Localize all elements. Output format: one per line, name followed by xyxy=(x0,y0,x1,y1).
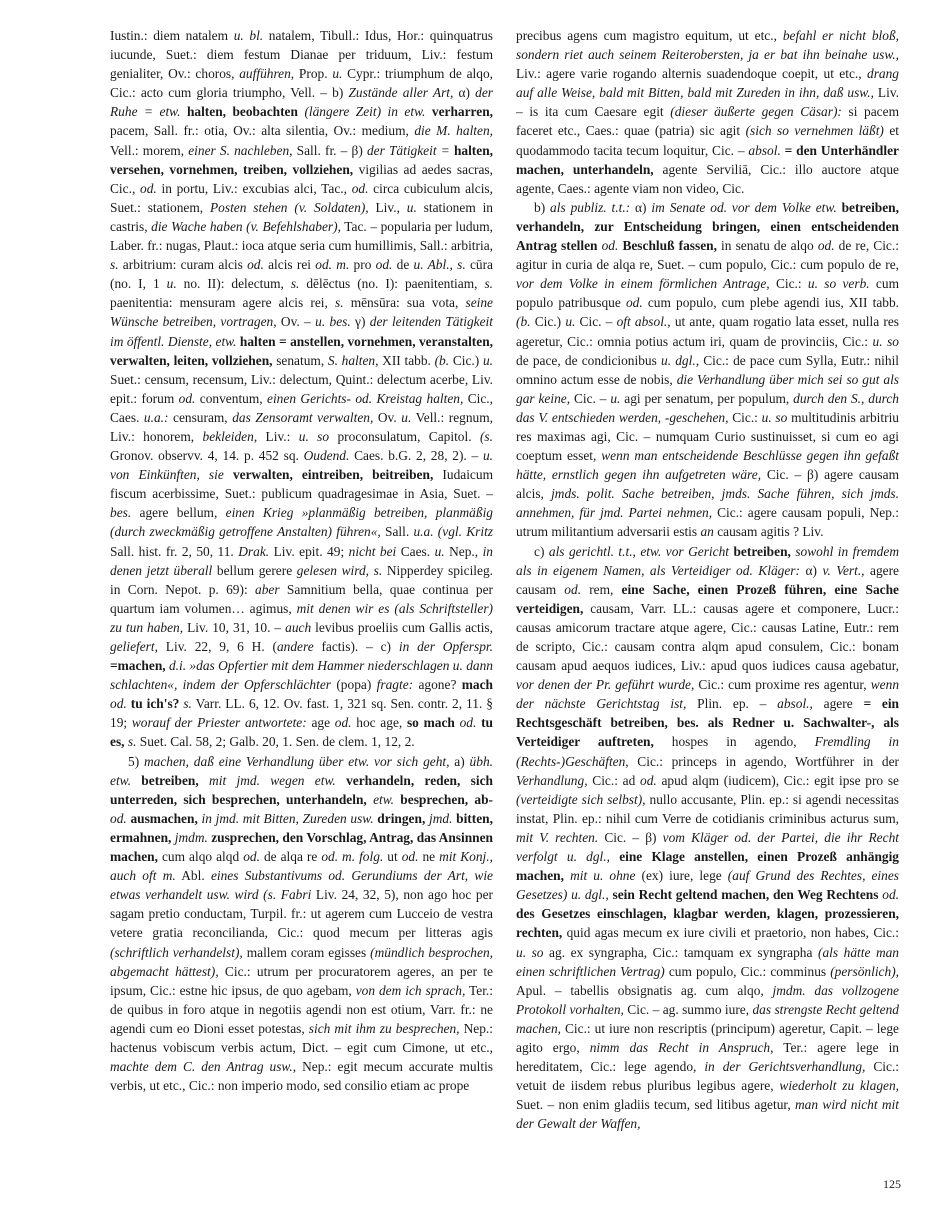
text-run: arbitrium: curam alcis xyxy=(118,257,248,273)
text-run: apud alqm (iudicem), Cic.: egit ipse pro se xyxy=(656,772,899,788)
text-run: Cic.) xyxy=(449,352,483,368)
italic-gloss: als gerichtl. t.t., etw. vor Gericht xyxy=(548,543,729,559)
italic-gloss: Drak. xyxy=(238,543,270,559)
italic-gloss: u. xyxy=(166,276,177,292)
text-run: pro xyxy=(349,257,376,273)
italic-gloss: aufführen, xyxy=(239,66,295,82)
italic-gloss: od. xyxy=(334,715,352,731)
italic-gloss: der Ruhe = etw. xyxy=(110,85,493,120)
text-run: cum populo, cum plebe agendi ius, XII tabb. xyxy=(642,295,900,311)
text-run: Apul. – tabellis obsignatis ag. cum alqo, xyxy=(516,982,773,998)
italic-gloss: bekleiden, xyxy=(202,428,258,444)
entry-paragraph xyxy=(516,26,899,198)
bold-gloss: tu es, xyxy=(110,715,493,750)
text-run: Cic.: ut iure non rescriptis (principum) ageretur, Capit. – lege agito ergo, xyxy=(516,1020,899,1055)
italic-gloss: od. xyxy=(247,257,264,273)
text-run: ut xyxy=(383,849,402,865)
italic-gloss: an xyxy=(700,524,714,540)
text-run: stationem in castris, xyxy=(110,199,493,234)
bold-gloss: eine Klage anstellen, einen Prozeß anhängig machen, xyxy=(516,849,900,884)
text-run: pacem, Sall. fr.: otia, Ov.: alta silentia, Ov.: medium, xyxy=(110,123,415,139)
italic-gloss: u. so xyxy=(872,333,899,349)
text-run: Cic.: ad xyxy=(587,772,640,788)
italic-gloss: in denen jetzt überall xyxy=(110,543,493,578)
text-run: Nep.: egit mecum accurate multis verbis, ut etc., Cic.: non imperio modo, sed consilio etiam ac prope xyxy=(110,1059,494,1094)
italic-gloss: od. xyxy=(640,772,657,788)
text-run: Liv.: xyxy=(257,428,299,444)
bold-gloss: verwalten, eintreiben, beitreiben, xyxy=(232,467,434,483)
text-run: Sall. xyxy=(380,524,414,540)
italic-gloss: u. so xyxy=(298,428,330,444)
italic-gloss: drang auf alle Weise, bald mit Bitten, bald mit Zureden in ihn, daß usw., xyxy=(516,66,899,101)
text-run: (popa) xyxy=(330,677,377,693)
text-run: Liv. 24, 32, 5), non ago hoc per sagam pretio conductam, Turpil. fr.: ut agerem cum Lucceio de vestra vetere gratia reconcilianda, Cic.: quod mecum per litteras agis xyxy=(110,887,493,941)
text-run: in portu, Liv.: excubias alci, Tac., xyxy=(156,180,352,196)
italic-gloss: eines Substantivums od. Gerundiums der Art, wie etwas verhandelt usw. wird (s. Fabri xyxy=(110,868,493,903)
italic-gloss: seine Wünsche betreiben, vortragen, xyxy=(110,295,493,330)
italic-gloss: gelesen wird, s. xyxy=(296,562,383,578)
bold-gloss: betreiben, xyxy=(141,772,199,788)
italic-gloss: u. xyxy=(332,66,343,82)
text-run xyxy=(610,849,619,864)
bold-gloss: halten = anstellen, vornehmen, veranstalten, verwalten, leiten, vollziehen, xyxy=(110,333,493,368)
text-run: Vell.: morem, xyxy=(110,142,189,158)
text-run: Sall. fr. – β) xyxy=(292,142,367,158)
bold-gloss: verhandeln, reden, sich unterreden, sich besprechen, unterhandeln, xyxy=(110,772,493,807)
text-run: circa cubiculum alcis, Suet.: stationem, xyxy=(110,180,493,215)
text-run: in senatu de alqo xyxy=(716,238,818,254)
left-column xyxy=(110,26,493,1095)
bold-gloss: dringen, xyxy=(377,810,426,826)
italic-gloss: (schriftlich verhandelst), xyxy=(110,944,243,960)
text-run: Cic. – xyxy=(570,390,611,406)
italic-gloss: Verhandlung, xyxy=(516,772,588,788)
text-run: natalem, Tibull.: Idus, Hor.: quinquatrus iucunde, Suet.: diem festum Dianae per triduum, Liv.: festum genialiter, Ov.: choros, xyxy=(110,28,494,82)
text-run: de xyxy=(392,257,414,273)
bold-gloss: sein Recht geltend machen, den Weg Rechtens xyxy=(612,887,879,903)
text-run: Nep.: hactenus vobiscum verbis actum, Dict. – egit cum Cimone, ut etc., xyxy=(110,1020,493,1055)
bold-gloss: als Redner u. Sachwalter-, als Verteidiger auftreten, xyxy=(516,715,899,750)
text-run: hoc age, xyxy=(351,715,407,731)
italic-gloss: u. dgl., xyxy=(661,352,700,368)
italic-gloss: die Verhandlung über mich sei so gut als gar keine, xyxy=(516,371,899,406)
italic-gloss: od. xyxy=(401,849,419,865)
italic-gloss: mit jmd. wegen etw. xyxy=(209,772,336,788)
italic-gloss: od. xyxy=(817,238,835,254)
text-run: Cic.) xyxy=(530,314,566,330)
italic-gloss: mit denen wir es (als Schriftsteller) zu tun haben, xyxy=(110,600,493,635)
text-run: conventum, xyxy=(195,390,268,406)
italic-gloss: Fremdling in (Rechts-)Geschäften, xyxy=(516,734,899,769)
bold-gloss: =machen, xyxy=(110,658,166,674)
italic-gloss: vor denen der Pr. geführt wurde, xyxy=(516,677,695,693)
italic-gloss: (s. xyxy=(479,428,493,444)
italic-gloss: befahl er nicht bloß, sondern riet auch seinem Reiterobersten, ja er bat ihn beinahe usw., xyxy=(516,28,899,63)
bold-gloss: halten, versehen, vornehmen, treiben, vollziehen, xyxy=(110,142,493,177)
right-column xyxy=(516,26,899,1133)
bold-gloss: = den Unterhändler machen, unterhandeln, xyxy=(516,142,899,177)
italic-gloss: S. halten, xyxy=(327,352,379,368)
italic-gloss: (b. xyxy=(516,314,531,330)
text-run: no. II): delectum, xyxy=(176,276,291,292)
italic-gloss: machen, daß eine Verhandlung über etw. vor sich geht, xyxy=(143,753,450,769)
italic-gloss: od. xyxy=(459,715,477,731)
text-run: age xyxy=(306,715,335,731)
text-run: Ter.: agere lege in hereditatem, Cic.: lege agendo, xyxy=(516,1039,899,1075)
text-run: Sall. hist. fr. 2, 50, 11. xyxy=(110,543,239,559)
italic-gloss: nimm das Recht in Anspruch, xyxy=(589,1039,774,1055)
text-run: Suet.: censum, recensum, Liv.: delectum, Quint.: delectum acerbe, Liv. epit.: forum xyxy=(110,371,493,406)
italic-gloss: u. xyxy=(401,409,412,425)
italic-gloss: u. so xyxy=(761,409,788,425)
text-run: Liv. epit. 49; xyxy=(269,543,349,559)
italic-gloss: u. bl. xyxy=(233,28,264,43)
bold-gloss: besprechen, ab- xyxy=(400,791,493,807)
text-run: 5) xyxy=(128,753,144,769)
text-run: ne xyxy=(418,849,440,865)
italic-gloss: Oudend. xyxy=(303,448,350,464)
italic-gloss: u.a. (vgl. Kritz xyxy=(413,524,494,540)
bold-gloss: ausmachen, xyxy=(130,810,198,826)
text-run: cūra (no. I, 1 xyxy=(110,257,493,292)
italic-gloss: od. m. folg. xyxy=(321,849,384,865)
italic-gloss: s. xyxy=(290,276,300,292)
text-run: Cic.: xyxy=(728,409,762,425)
italic-gloss: das strengste Recht geltend machen, xyxy=(516,1001,899,1036)
text-run: Ov. – xyxy=(276,314,316,330)
italic-gloss: od. m. xyxy=(315,257,350,273)
text-run: Cic. – ag. summo iure, xyxy=(623,1001,753,1017)
italic-gloss: u. so xyxy=(516,944,544,960)
italic-gloss: mit Konj., auch oft m. xyxy=(110,849,493,884)
italic-gloss: (mündlich besprochen, abgemacht hättest), xyxy=(110,944,493,979)
italic-gloss: sich mit ihm zu besprechen, xyxy=(308,1020,460,1036)
text-run: α) xyxy=(453,85,476,101)
italic-gloss: wiederholt zu klagen, xyxy=(779,1078,899,1094)
italic-gloss: u. Abl., s. xyxy=(413,257,466,273)
italic-gloss: od. xyxy=(564,581,582,597)
text-run xyxy=(131,773,141,788)
text-run: Samnitium bella, quae continua per quartum iam volumen… agimus, xyxy=(110,581,493,616)
italic-gloss: machte dem C. den Antrag usw., xyxy=(110,1059,297,1075)
italic-gloss: vom Kläger od. der Partei, die ihr Recht verfolgt u. dgl., xyxy=(516,829,899,865)
text-run: dēlēctus (no. I): paenitentiam, xyxy=(299,276,485,292)
italic-gloss: wenn der nächste Gerichtstag ist, xyxy=(516,677,900,712)
text-run: vigilias ad aedes sacras, Cic., xyxy=(110,161,493,196)
italic-gloss: d.i. »das Opfertier mit dem Hammer niederschlagen u. dann schlachten«, indem der Opferschlächter xyxy=(110,658,493,693)
text-run: Suet. Cal. 58, 2; Galb. 20, 1. Sen. de clem. 1, 12, 2. xyxy=(136,734,415,750)
text-run: Varr. LL. 6, 12. Ov. fast. 1, 321 sq. Sen. contr. 2, 11. § 19; xyxy=(110,696,493,731)
italic-gloss: s. xyxy=(127,734,137,750)
italic-gloss: Posten stehen (v. Soldaten), xyxy=(210,199,369,215)
italic-gloss: andere xyxy=(276,639,314,654)
italic-gloss: einer S. nachleben, xyxy=(188,142,293,158)
text-run: cum populo, Cic.: comminus xyxy=(664,963,831,979)
text-run: Cic. – β) xyxy=(598,829,663,845)
text-run: agere xyxy=(812,696,864,712)
entry-paragraph xyxy=(516,198,899,542)
text-run: b) xyxy=(534,199,551,215)
italic-gloss: auch xyxy=(285,619,312,635)
italic-gloss: von dem ich sprach, xyxy=(355,982,466,998)
text-run: (ex) iure, lege xyxy=(635,868,728,884)
text-run: Cic.: xyxy=(769,276,808,292)
italic-gloss: od. xyxy=(601,238,619,254)
text-run: mallem coram egisses xyxy=(242,944,371,960)
italic-gloss: in der Gerichtsverhandlung, xyxy=(704,1059,866,1075)
text-run: Caes. xyxy=(396,543,435,559)
bold-gloss: des Gesetzes einschlagen, klagbar werden, klagen, prozessieren, rechten, xyxy=(516,906,899,941)
text-run: Abl. xyxy=(175,868,211,884)
bold-gloss: bitten, ermahnen, xyxy=(110,810,493,845)
italic-gloss: durch den S., durch das V. entschieden werden, -geschehen, xyxy=(516,390,899,425)
text-run: Liv. 22, 9, 6 H. ( xyxy=(157,639,277,654)
italic-gloss: jmdm. das vollzogene Protokoll vorhalten, xyxy=(516,982,899,1017)
italic-gloss: jmd. xyxy=(429,810,453,826)
italic-gloss: vor dem Volke in einem förmlichen Antrage, xyxy=(516,276,770,292)
bold-gloss: betreiben, verhandeln, zur Entscheidung bringen, einen entscheidenden Antrag stellen xyxy=(516,199,899,254)
text-run: γ) xyxy=(350,314,370,330)
italic-gloss: sowohl in fremdem als in eigenem Namen, als Verteidiger od. Kläger: xyxy=(516,543,899,578)
italic-gloss: in der Opferspr. xyxy=(398,639,493,654)
text-run: Prop. xyxy=(294,66,333,82)
italic-gloss: das Zensoramt verwalten, xyxy=(232,409,374,425)
text-run: agi per senatum, per populum, xyxy=(620,390,794,406)
text-run: XII tabb. xyxy=(378,352,435,368)
text-run: Cic. – xyxy=(575,314,617,330)
italic-gloss: mit u. ohne xyxy=(570,868,636,884)
italic-gloss: od. xyxy=(243,849,260,865)
bold-gloss: so mach xyxy=(406,715,455,731)
italic-gloss: wenn man entscheidende Beschlüsse gegen ihn gefaßt hätte, ernstlich gegen ihn aufgetreten wäre, xyxy=(516,448,899,483)
italic-gloss: v. Vert., xyxy=(822,562,865,578)
italic-gloss: mit V. rechten. xyxy=(516,829,599,845)
italic-gloss: (dieser äußerte gegen Cäsar): xyxy=(670,104,842,120)
italic-gloss: od. xyxy=(625,295,643,311)
italic-gloss: u. xyxy=(610,390,621,406)
bold-gloss: mach xyxy=(461,677,493,693)
italic-gloss: s. xyxy=(334,295,344,311)
text-run: de alqa re xyxy=(259,849,322,865)
text-run: Liv., xyxy=(368,199,407,215)
text-run: hospes in agendo, xyxy=(653,734,815,750)
text-run: Nipperdey spicileg. in Corn. Nepot. p. 69): xyxy=(110,562,493,597)
italic-gloss: jmdm. xyxy=(174,829,208,845)
text-run: c) xyxy=(534,543,549,559)
italic-gloss: u. xyxy=(434,543,445,559)
italic-gloss: einen Krieg »planmäßig betreiben, planmäßig (durch zweckmäßig getroffene Anstalten) führen«, xyxy=(110,505,493,540)
italic-gloss: bes. xyxy=(110,505,132,521)
text-run: de re, Cic.: agitur in curia de alqa re, Suet. – cum populo, Cic.: cum populo de re, xyxy=(516,238,899,273)
text-run: de pace, de condicionibus xyxy=(516,352,662,368)
bold-gloss: zusprechen, den Vorschlag, Antrag, das Ansinnen machen, xyxy=(110,829,493,865)
italic-gloss: der Tätigkeit = xyxy=(366,142,450,158)
italic-gloss: u.a.: xyxy=(143,409,169,425)
text-run xyxy=(199,773,209,788)
text-run: Iudaicum fiscum acerbissime, Suet.: publicum quadragesimae in Asia, Suet. – xyxy=(110,467,493,502)
bold-gloss: Beschluß fassen, xyxy=(622,238,717,254)
italic-gloss: absol., xyxy=(777,696,813,712)
text-run: factis). – c) xyxy=(313,639,399,654)
text-run: ut ante, quam rogatio lata esset, nulla res ageretur, Cic.: omnia potius actum iri, quam de provinciis, Cic.: xyxy=(516,314,899,349)
italic-gloss: nicht bei xyxy=(348,543,397,559)
bold-gloss: betreiben, xyxy=(733,543,791,559)
text-run: agente Serviliā, Cic.: illo auctore atque agente, Caes.: agente viam non video, Cic. xyxy=(516,161,899,196)
text-run: agere causam xyxy=(516,562,900,597)
text-run: causam, Varr. LL.: causas agere et componere, Lucr.: causas amicorum tractare atque agere, Cic.: causas Latine, Eutr.: rem de scripto, Cic.: causam contra alqm apud consulem, Cic.: bonam causam apud aequos iudices, Liv.: apud quos iudices causa agebatur, xyxy=(516,600,899,674)
text-run: agone? xyxy=(413,677,462,693)
text-run: et quodammodo tacita tecum loquitur, Cic. – xyxy=(516,123,900,158)
text-run: Cypr.: triumphum de alqo, Cic.: acto cum gloria triumpho, Vell. – b) xyxy=(110,66,494,101)
text-run: Ter.: de quibus in foro atque in negotiis agendi non est otium, Varr. fr.: ne agendi cum eo Dioni esset potestas, xyxy=(110,982,493,1036)
text-run: proconsulatum, Capitol. xyxy=(329,428,480,444)
text-run: bellum gerere xyxy=(212,562,297,578)
text-run: alcis rei xyxy=(263,257,316,273)
text-run: Cic.: vetuit de iisdem rebus pluribus legibus agere, xyxy=(516,1059,900,1094)
text-run: precibus agens cum magistro equitum, ut etc., xyxy=(516,28,783,43)
italic-gloss: absol. xyxy=(748,142,781,158)
page-number: 125 xyxy=(883,1177,901,1191)
italic-gloss: in jmd. mit Bitten, Zureden usw. xyxy=(201,810,374,826)
text-run: nullo accusante, Plin. ep.: si agendi necessitas instat, Plin. ep.: nihil cum Verre de cotidianis criminibus acturus sum, xyxy=(516,791,899,826)
italic-gloss: u. xyxy=(406,199,417,215)
italic-gloss: einen Gerichts- od. Kreistag halten, xyxy=(267,390,464,406)
italic-gloss: Zustände aller Art, xyxy=(348,85,454,101)
text-run: paenitentia: mensuram agere alcis rei, xyxy=(110,295,335,311)
text-run: a) xyxy=(449,753,470,769)
italic-gloss: fragte: xyxy=(376,677,414,693)
text-run: rem, xyxy=(581,581,622,597)
italic-gloss: die M. halten, xyxy=(414,123,494,139)
entry-paragraph xyxy=(110,26,493,752)
italic-gloss: od. xyxy=(375,257,393,273)
text-run: agere bellum, xyxy=(131,505,226,521)
italic-gloss: u. von Einkünften, sie xyxy=(110,448,493,483)
italic-gloss: s. xyxy=(484,276,494,292)
italic-gloss: die Wache haben (v. Befehlshaber), xyxy=(151,218,341,234)
italic-gloss: im Senate od. vor dem Volke etw. xyxy=(651,199,837,215)
text-run: Cic.: utrum per procuratorem ageres, an per te ipsum, Cic.: estne hic ipsus, de quo agebam, xyxy=(110,963,493,998)
text-run: levibus proeliis cum Gallis actis, xyxy=(311,619,493,635)
italic-gloss: oft absol., xyxy=(616,314,671,330)
bold-gloss: verharren, xyxy=(431,104,493,120)
text-run: Plin. ep. – xyxy=(686,696,778,712)
text-run: causam agitis ? Liv. xyxy=(713,524,824,540)
text-run: Gronov. observv. 4, 14. p. 452 sq. xyxy=(110,448,304,464)
bold-gloss: halten, beobachten xyxy=(186,104,298,120)
italic-gloss: od. xyxy=(140,180,157,196)
text-run: quid agas mecum ex iure civili et praetorio, non habes, Cic.: xyxy=(562,925,899,941)
text-run: Liv. – is ita cum Caesare egit xyxy=(516,85,899,120)
italic-gloss: etw. xyxy=(373,791,395,807)
italic-gloss: jmds. polit. Sache betreiben, jmds. Sache führen, sich jmds. annehmen, für jmd. Partei nehmen, xyxy=(516,486,899,521)
italic-gloss: od. xyxy=(882,887,899,903)
italic-gloss: (auf Grund des Rechtes, eines Gesetzes) u. dgl., xyxy=(516,868,900,903)
entry-paragraph xyxy=(110,752,493,1096)
italic-gloss: s. xyxy=(110,257,119,273)
italic-gloss: der leitenden Tätigkeit im öffentl. Dienste, etw. xyxy=(110,314,493,349)
text-run: cum alqo alqd xyxy=(157,849,244,865)
text-run: Cic.: cum proxime res agentur, xyxy=(694,677,871,693)
text-run: Ov. xyxy=(373,409,402,425)
text-run: Cic.: agere causam populi, Nep.: utrum militantium adversarii estis xyxy=(516,505,899,540)
text-run: Cic., Caes. xyxy=(110,390,493,425)
text-run: Cic. – β) agere causam alcis, xyxy=(516,467,899,502)
italic-gloss: (sich so vernehmen läßt) xyxy=(745,123,884,139)
text-run: ag. ex syngrapha, Cic.: tamquam ex syngrapha xyxy=(543,944,818,960)
italic-gloss: (verteidigte sich selbst), xyxy=(516,791,646,807)
italic-gloss: geliefert, xyxy=(110,639,158,654)
text-run: cum populo patribusque xyxy=(516,276,899,311)
bold-gloss: bes. xyxy=(676,715,699,731)
italic-gloss: s. xyxy=(183,696,192,712)
italic-gloss: u. xyxy=(482,352,493,368)
bold-gloss: = ein Rechtsgeschäft betreiben, xyxy=(516,696,899,731)
italic-gloss: als publiz. t.t.: xyxy=(550,199,631,215)
text-run: Nep., xyxy=(444,543,483,559)
bold-gloss: tu ich's? xyxy=(130,696,180,712)
entry-paragraph xyxy=(516,542,899,1134)
text-run xyxy=(668,715,677,730)
text-run: mēnsūra: sua vota, xyxy=(343,295,466,311)
italic-gloss: aber xyxy=(255,581,280,597)
text-run: Cic.: princeps in agendo, Wortführer in der xyxy=(628,753,899,769)
italic-gloss: od. xyxy=(351,180,369,196)
text-run: Caes. b.G. 2, 28, 2). – xyxy=(349,448,483,464)
italic-gloss: (längere Zeit) in etw. xyxy=(304,104,426,120)
italic-gloss: man wird nicht mit der Gewalt der Waffen, xyxy=(516,1097,899,1132)
text-run: α) xyxy=(799,562,823,578)
italic-gloss: od. xyxy=(110,810,127,826)
text-run: Liv. 10, 31, 10. – xyxy=(183,619,286,635)
italic-gloss: u. xyxy=(565,314,576,330)
italic-gloss: worauf der Priester antwortete: xyxy=(131,715,307,731)
italic-gloss: (b. xyxy=(434,352,450,368)
text-run xyxy=(336,773,346,788)
italic-gloss: (als hätte man einen schriftlichen Vertrag) xyxy=(516,944,900,979)
text-run: α) xyxy=(630,199,652,215)
text-run: Iustin.: diem natalem xyxy=(110,28,234,43)
text-run: si pacem faceret etc., Caes.: quae (patria) sic agit xyxy=(516,104,899,139)
text-run: Liv.: agere varie rogando alternis suadendoque coepit, ut etc., xyxy=(516,66,867,82)
text-run: Tac. – popularia per ludum, Laber. fr.: nugas, Plaut.: ioca atque seria cum humillimis, Sall.: arbitria, xyxy=(110,218,493,254)
text-run xyxy=(224,467,233,482)
text-run: censuram, xyxy=(168,409,233,425)
text-run: Cic.: de pace cum Sylla, Eutr.: nihil omnino actum esse de nobis, xyxy=(516,352,900,387)
italic-gloss: od. xyxy=(110,696,127,712)
text-run: multitudinis arbitriu res maximas agi, Cic. – numquam Curio sustinuisset, si cum eo agi coeptum esset, xyxy=(516,409,899,464)
italic-gloss: übh. etw. xyxy=(110,753,493,788)
bold-gloss: eine Sache, einen Prozeß führen, eine Sache verteidigen, xyxy=(516,581,899,616)
italic-gloss: u. bes. xyxy=(315,314,351,330)
italic-gloss: u. so verb. xyxy=(807,276,870,292)
text-run: senatum, xyxy=(272,352,328,368)
text-run xyxy=(699,715,708,730)
text-run: Suet. – non enim gladiis tecum, sed litibus agetur, xyxy=(516,1097,796,1113)
italic-gloss: (persönlich), xyxy=(830,963,900,979)
italic-gloss: od. xyxy=(178,390,196,406)
text-run: Vell.: regnum, Liv.: honorem, xyxy=(110,409,494,444)
